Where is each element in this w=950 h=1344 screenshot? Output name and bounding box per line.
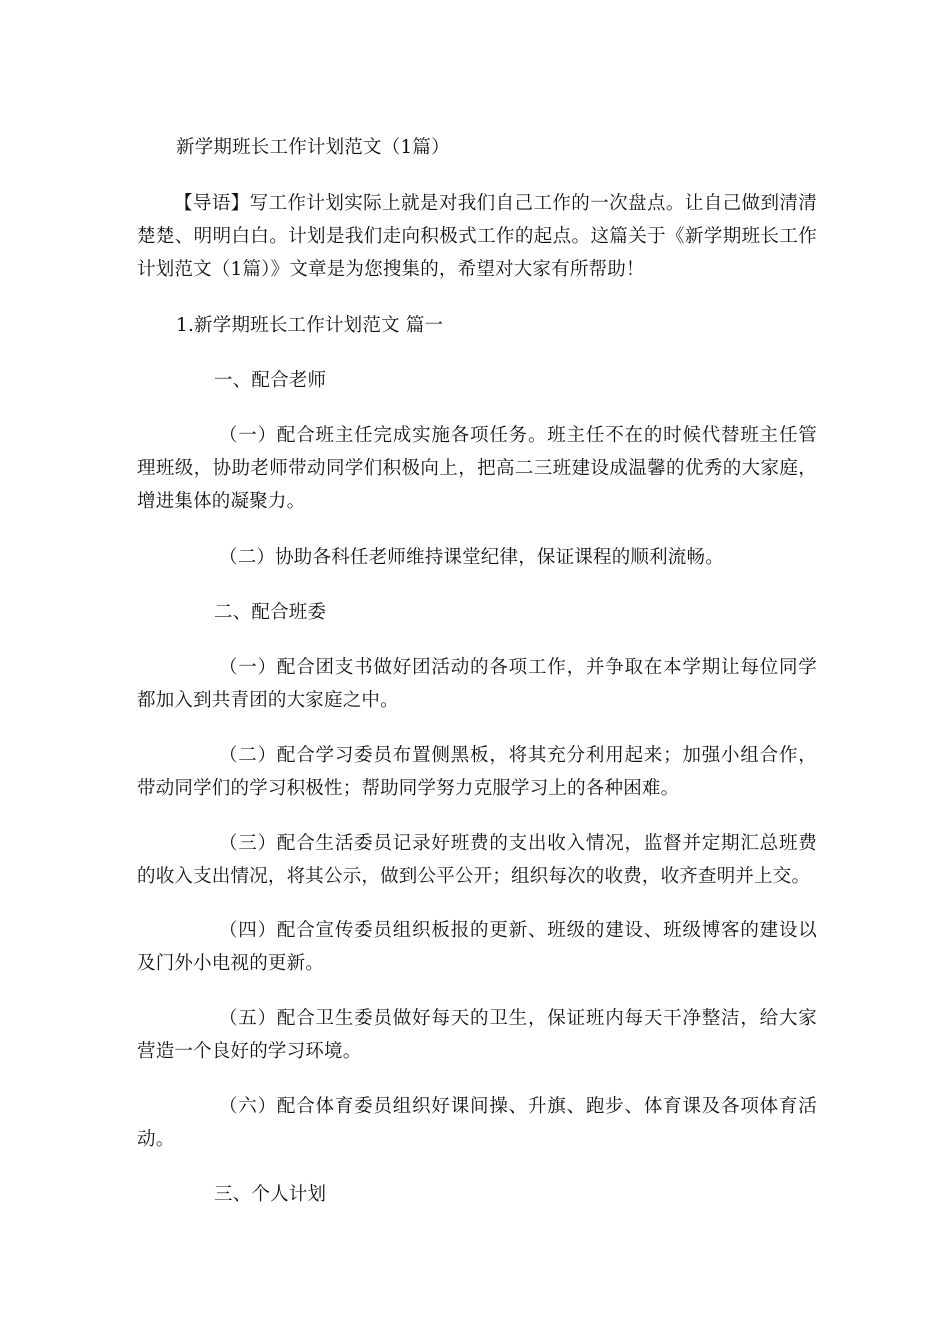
part1-heading: 一、配合老师 xyxy=(214,370,327,391)
part2-item6: （六）配合体育委员组织好课间操、升旗、跑步、体育课及各项体育活动。 xyxy=(137,1096,817,1150)
part2-item3: （三）配合生活委员记录好班费的支出收入情况，监督并定期汇总班费的收入支出情况，将其公示，做到公平公开；组织每次的收费，收齐查明并上交。 xyxy=(137,833,817,887)
part2-item1: （一）配合团支书做好团活动的各项工作，并争取在本学期让每位同学都加入到共青团的大家庭之中。 xyxy=(137,657,817,711)
document-title: 新学期班长工作计划范文（1篇） xyxy=(176,137,450,158)
section-heading: 1.新学期班长工作计划范文 篇一 xyxy=(176,315,444,336)
part2-heading: 二、配合班委 xyxy=(214,602,327,623)
part3-heading: 三、个人计划 xyxy=(214,1184,327,1205)
part2-item4: （四）配合宣传委员组织板报的更新、班级的建设、班级博客的建设以及门外小电视的更新。 xyxy=(137,920,817,974)
part1-item1: （一）配合班主任完成实施各项任务。班主任不在的时候代替班主任管理班级，协助老师带动同学们积极向上，把高二三班建设成温馨的优秀的大家庭，增进集体的凝聚力。 xyxy=(137,425,817,512)
part2-item2: （二）配合学习委员布置侧黑板，将其充分利用起来；加强小组合作，带动同学们的学习积极性；帮助同学努力克服学习上的各种困难。 xyxy=(137,745,817,799)
part2-item5: （五）配合卫生委员做好每天的卫生，保证班内每天干净整洁，给大家营造一个良好的学习环境。 xyxy=(137,1008,817,1062)
part1-item2: （二）协助各科任老师维持课堂纪律，保证课程的顺利流畅。 xyxy=(219,547,724,568)
intro-paragraph: 【导语】写工作计划实际上就是对我们自己工作的一次盘点。让自己做到清清楚楚、明明白白。计划是我们走向积极式工作的起点。这篇关于《新学期班长工作计划范文（1篇）》文章是为您搜集的，希望对大家有所帮助！ xyxy=(137,193,817,280)
